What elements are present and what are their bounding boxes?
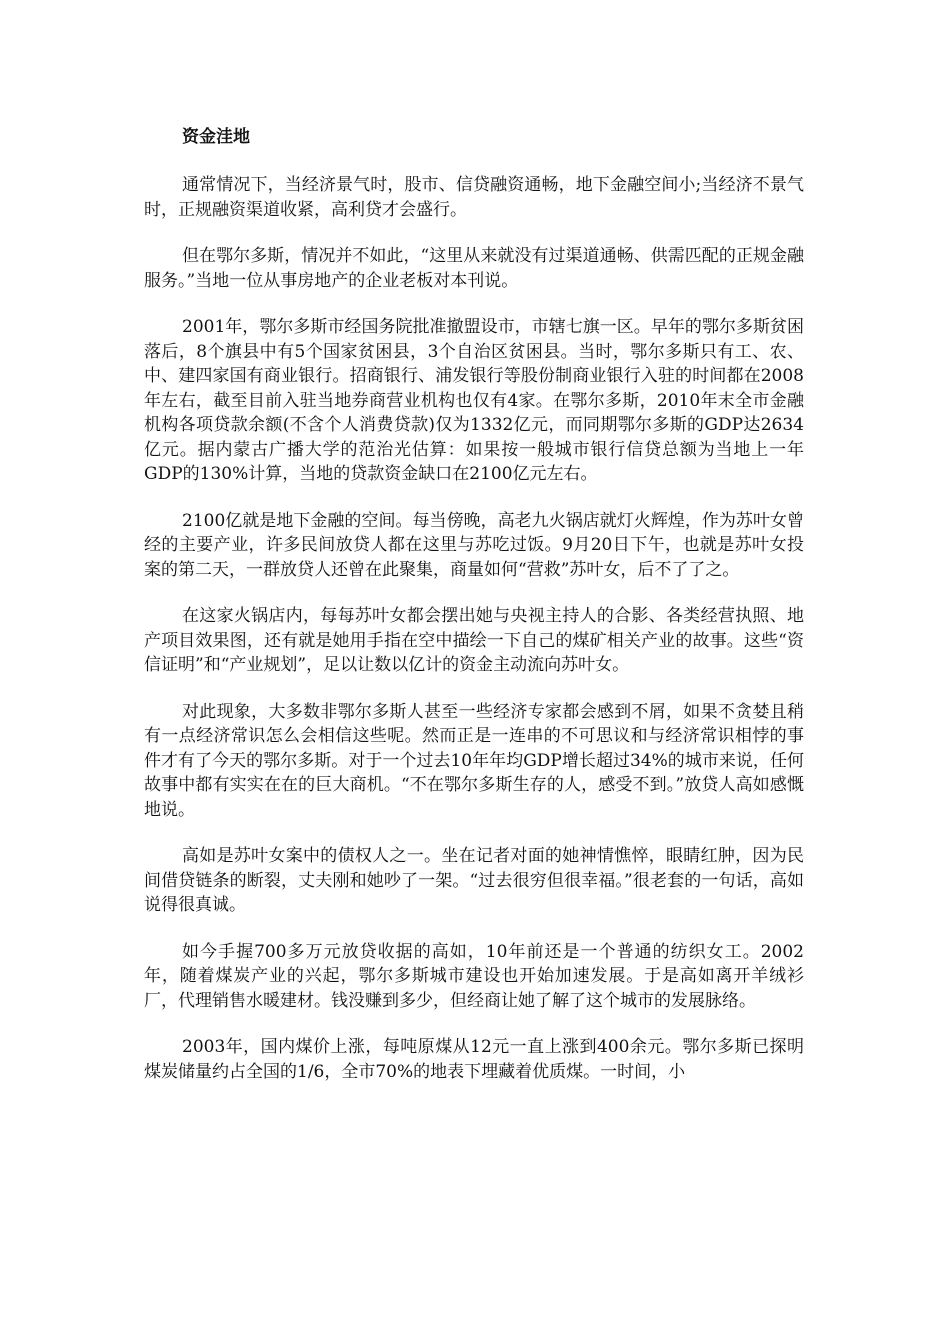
paragraph: 2003年，国内煤价上涨，每吨原煤从12元一直上涨到400余元。鄂尔多斯已探明煤炭储量约占全国的1/6，全市70%的地表下埋藏着优质煤。一时间，小 [144, 1037, 804, 1082]
paragraph: 2001年，鄂尔多斯市经国务院批准撤盟设市，市辖七旗一区。早年的鄂尔多斯贫困落后，8个旗县中有5个国家贫困县，3个自治区贫困县。当时，鄂尔多斯只有工、农、中、建四家国有商业银行。招商银行、浦发银行等股份制商业银行入驻的时间都在2008年左右，截至目前入驻当地券商营业机构也仅有4家。在鄂尔多斯，2010年末全市金融机构各项贷款余额(不含个人消费贷款)仅为1332亿元，而同期鄂尔多斯的GDP达2634亿元。据内蒙古广播大学的范治光估算：如果按一般城市银行信贷总额为当地上一年GDP的130%计算，当地的贷款资金缺口在2100亿元左右。 [144, 317, 804, 484]
paragraph: 高如是苏叶女案中的债权人之一。坐在记者对面的她神情憔悴，眼睛红肿，因为民间借贷链条的断裂，丈夫刚和她吵了一架。“过去很穷但很幸福。”很老套的一句话，高如说得很真诚。 [144, 846, 804, 915]
paragraph: 通常情况下，当经济景气时，股市、信贷融资通畅，地下金融空间小;当经济不景气时，正规融资渠道收紧，高利贷才会盛行。 [144, 175, 804, 220]
paragraph: 2100亿就是地下金融的空间。每当傍晚，高老九火锅店就灯火辉煌，作为苏叶女曾经的主要产业，许多民间放贷人都在这里与苏吃过饭。9月20日下午，也就是苏叶女投案的第二天，一群放贷人还曾在此聚集，商量如何“营救”苏叶女，后不了了之。 [144, 510, 804, 580]
section-heading: 资金洼地 [182, 127, 250, 147]
paragraph: 在这家火锅店内，每每苏叶女都会摆出她与央视主持人的合影、各类经营执照、地产项目效果图，还有就是她用手指在空中描绘一下自己的煤矿相关产业的故事。这些“资信证明”和“产业规划”，足以让数以亿计的资金主动流向苏叶女。 [144, 606, 804, 675]
paragraph: 如今手握700多万元放贷收据的高如，10年前还是一个普通的纺织女工。2002年，随着煤炭产业的兴起，鄂尔多斯城市建设也开始加速发展。于是高如离开羊绒衫厂，代理销售水暖建材。钱没赚到多少，但经商让她了解了这个城市的发展脉络。 [144, 941, 804, 1011]
paragraph: 但在鄂尔多斯，情况并不如此，“这里从来就没有过渠道通畅、供需匹配的正规金融服务。”当地一位从事房地产的企业老板对本刊说。 [144, 246, 804, 291]
paragraph: 对此现象，大多数非鄂尔多斯人甚至一些经济专家都会感到不屑，如果不贪婪且稍有一点经济常识怎么会相信这些呢。然而正是一连串的不可思议和与经济常识相悖的事件才有了今天的鄂尔多斯。对于一个过去10年年均GDP增长超过34%的城市来说，任何故事中都有实实在在的巨大商机。“不在鄂尔多斯生存的人，感受不到。”放贷人高如感慨地说。 [144, 701, 804, 820]
article-body [144, 124, 804, 1084]
